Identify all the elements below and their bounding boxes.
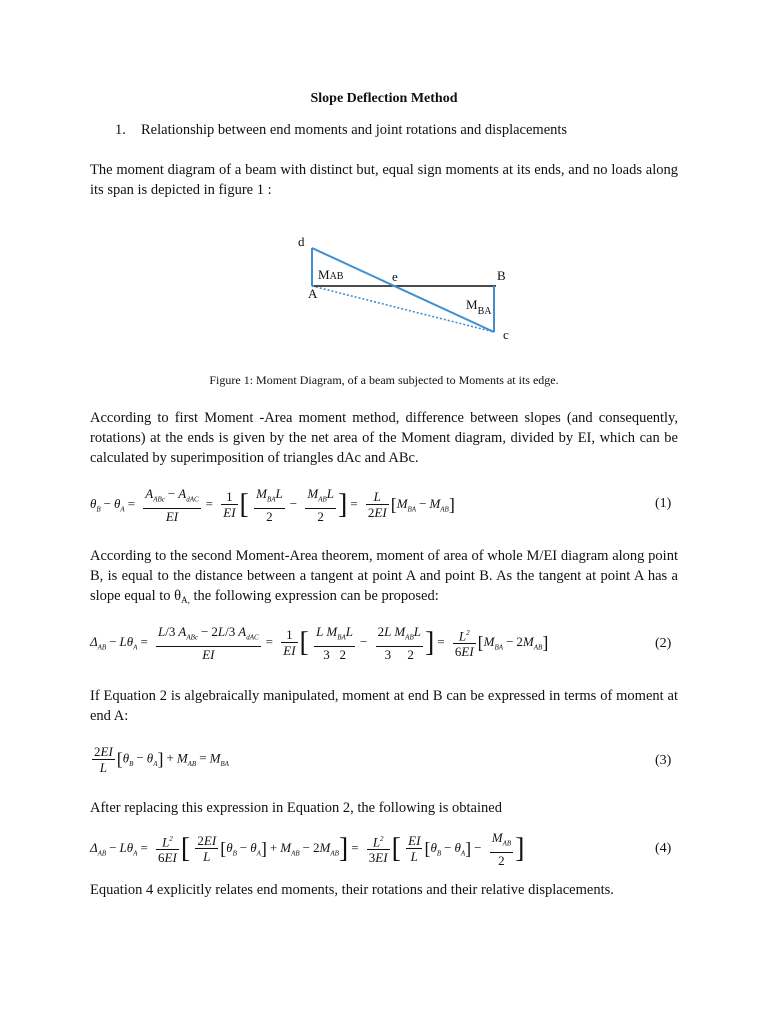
section-heading [115, 122, 567, 139]
equation-2-number: (2) [655, 636, 672, 651]
label-d: d [298, 234, 305, 249]
equation-4: $\Delta_{AB} - L\theta_A$ = $\frac{L^2}{6EI}$ [ $\frac{2EI}{L}$ $[\theta_B - \theta_A] + M_{AB} - 2M_{AB}$] = $\frac{L^2}{3EI}$ [ $\frac{EI}{L}$ $[\theta_B - \theta_A]$ − $\frac{M_{AB}}{2}$ ] [90, 830, 525, 868]
equation-3-number: (3) [655, 753, 672, 768]
triangle-hypotenuse [312, 248, 494, 332]
label-mab [318, 267, 344, 282]
label-e: e [392, 269, 398, 284]
moment-diagram-figure [290, 228, 530, 353]
label-mba [466, 297, 492, 317]
intro-paragraph: The moment diagram of a beam with distinct but, equal sign moments at its ends, and no loads along its span is depicted in figure 1 : [90, 162, 678, 198]
label-B: B [497, 268, 506, 283]
label-mba-m: M [466, 297, 478, 312]
equation-2: $\Delta_{AB} - L\theta_A$ = $\frac{L/3 A_{ABc} - 2L/3 A_{dAC}}{EI}$ = $\frac{1}{EI}$ [ $\frac{L M_{BA}L}{3 2}$ − $\frac{2L M_{AB}L}{3 2}$ ] = $\frac{L^2}{6EI}$ $[M_{BA} - 2M_{AB}]$ [90, 624, 549, 662]
label-c: c [503, 327, 509, 342]
theta-a-subscript: A, [181, 595, 190, 605]
paragraph-conclusion: Equation 4 explicitly relates end moments, their rotations and their relative displacements. [90, 882, 614, 898]
page-title: Slope Deflection Method [310, 91, 458, 106]
label-mba-sub: BA [477, 306, 492, 317]
equation-3: $\frac{2EI}{L}$ $[\theta_B - \theta_A] + M_{AB} = M_{BA}$ [94, 744, 229, 775]
figure-caption: Figure 1: Moment Diagram, of a beam subjected to Moments at its edge. [209, 373, 559, 387]
section-number: 1. [115, 122, 126, 138]
paragraph-first-moment-area: According to first Moment -Area moment method, difference between slopes (and consequently, rotations) at the ends is given by the net area of the Moment diagram, divided by EI, which can be calculated by superimposition of triangles dAc and ABc. [90, 410, 678, 466]
paragraph-algebraic-manipulation: If Equation 2 is algebraically manipulated, moment at end B can be expressed in terms of moment at end A: [90, 688, 678, 724]
paragraph-replacing-expression: After replacing this expression in Equation 2, the following is obtained [90, 800, 502, 816]
equation-4-number: (4) [655, 841, 672, 856]
equation-1: $\theta_B - \theta_A$ = $\frac{A_{ABc} - A_{dAC}}{EI}$ = $\frac{1}{EI}$ [ $\frac{M_{BA}L}{2}$ − $\frac{M_{AB}L}{2}$ ] = $\frac{L}{2EI}$ $[M_{BA} - M_{AB}]$ [90, 486, 455, 524]
label-mab-m: M [318, 267, 330, 282]
label-A: A [308, 286, 318, 301]
paragraph-second-moment-area-tail: the following expression can be proposed: [189, 588, 439, 604]
section-text: Relationship between end moments and joint rotations and displacements [141, 122, 568, 138]
label-mab-sub: AB [329, 271, 344, 282]
equation-1-number: (1) [655, 496, 672, 511]
paragraph-second-moment-area-text: According to the second Moment-Area theorem, moment of area of whole M/EI diagram along point B, is equal to the distance between a tangent at point A and point B. As the tangent at point A has a slope equal to θ [90, 548, 678, 604]
paragraph-second-moment-area [90, 546, 678, 610]
